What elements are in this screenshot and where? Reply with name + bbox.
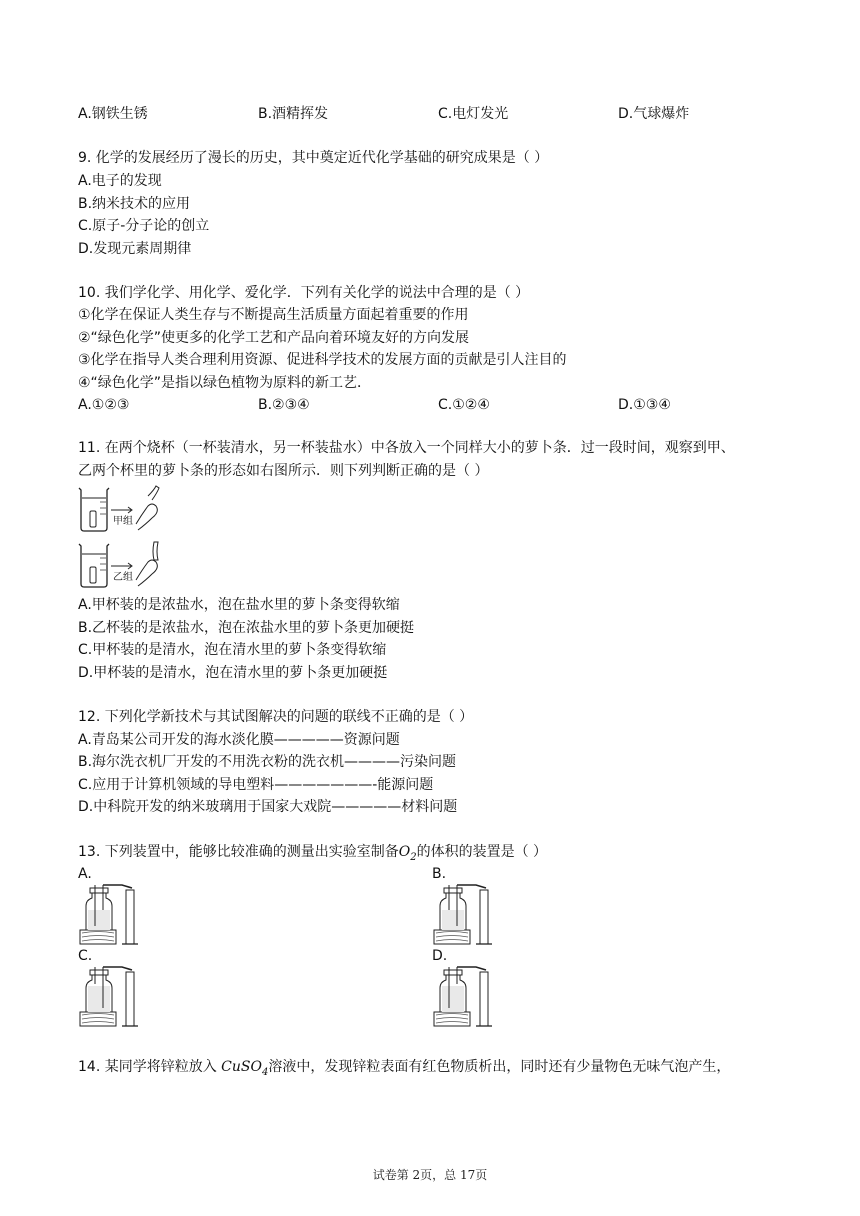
- q11-stem-line1: 11. 在两个烧杯（一杯装清水，另一杯装盐水）中各放入一个同样大小的萝卜条．过一段时间，观察到甲、: [78, 440, 735, 456]
- q13-apparatus-a: [78, 884, 142, 950]
- q13-formula-subscript: 2: [410, 851, 417, 863]
- q11-option-d: D.甲杯装的是清水，泡在清水里的萝卜条更加硬挺: [78, 665, 388, 681]
- q10-option-d: D.①③④: [618, 397, 671, 413]
- q12-option-a: A.青岛某公司开发的海水淡化膜—————资源问题: [78, 732, 400, 748]
- q13-option-d-label: D.: [432, 948, 448, 964]
- q13-formula-symbol: O: [398, 844, 411, 860]
- q9-option-b: B.纳米技术的应用: [78, 196, 191, 212]
- q13-apparatus-d: [432, 966, 496, 1032]
- q10-option-c: C.①②④: [438, 397, 490, 413]
- q12-option-d: D.中科院开发的纳米玻璃用于国家大戏院—————材料问题: [78, 799, 458, 815]
- q13-apparatus-b: [432, 884, 496, 950]
- q13-formula: [398, 844, 417, 863]
- q13-option-b-label: B.: [432, 866, 447, 882]
- q13-apparatus-c: [78, 966, 142, 1032]
- q8-option-b: B.酒精挥发: [258, 106, 329, 122]
- q13-stem: [78, 842, 547, 868]
- q11-figure-group-jia: [76, 484, 166, 534]
- q9-option-a: A.电子的发现: [78, 173, 162, 189]
- q14-stem-before: 14. 某同学将锌粒放入: [78, 1059, 222, 1075]
- q13-option-a-label: A.: [78, 866, 92, 882]
- q9-stem: 9. 化学的发展经历了漫长的历史，其中奠定近代化学基础的研究成果是（ ）: [78, 150, 549, 166]
- q10-statement-4: ④“绿色化学”是指以绿色植物为原料的新工艺．: [78, 375, 372, 391]
- q10-option-b: B.②③④: [258, 397, 310, 413]
- q8-option-c: C.电灯发光: [438, 106, 509, 122]
- q12-stem: 12. 下列化学新技术与其试图解决的问题的联线不正确的是（ ）: [78, 709, 474, 725]
- q12-option-b: B.海尔洗衣机厂开发的不用洗衣粉的洗衣机————污染问题: [78, 754, 457, 770]
- gas-collection-apparatus-c: [78, 966, 142, 1028]
- q11-option-a: A.甲杯装的是浓盐水，泡在盐水里的萝卜条变得软缩: [78, 597, 400, 613]
- q11-option-b: B.乙杯装的是浓盐水，泡在浓盐水里的萝卜条更加硬挺: [78, 620, 415, 636]
- q14-formula: [221, 1059, 269, 1078]
- q10-statement-2: ②“绿色化学”使更多的化学工艺和产品向着环境友好的方向发展: [78, 330, 470, 346]
- q11-label-yi: 乙组: [113, 572, 133, 583]
- gas-collection-apparatus-a: [78, 884, 142, 946]
- q14-stem: [78, 1057, 730, 1083]
- q11-label-jia: 甲组: [113, 516, 133, 527]
- q12-option-c: C.应用于计算机领域的导电塑料———————-能源问题: [78, 777, 434, 793]
- q8-option-a: A.钢铁生锈: [78, 106, 148, 122]
- q14-stem-after: 溶液中，发现锌粒表面有红色物质析出，同时还有少量物色无味气泡产生，: [268, 1059, 731, 1075]
- q10-statement-3: ③化学在指导人类合理利用资源、促进科学技术的发展方面的贡献是引人注目的: [78, 352, 567, 368]
- q10-statement-1: ①化学在保证人类生存与不断提高生活质量方面起着重要的作用: [78, 307, 469, 323]
- q13-stem-before: 13. 下列装置中，能够比较准确的测量出实验室制备: [78, 844, 399, 860]
- gas-collection-apparatus-d: [432, 966, 496, 1028]
- q13-stem-after: 的体积的装置是（ ）: [416, 844, 548, 860]
- q9-option-c: C.原子-分子论的创立: [78, 218, 210, 234]
- gas-collection-apparatus-b: [432, 884, 496, 946]
- q11-stem-line2: 乙两个杯里的萝卜条的形态如右图所示．则下列判断正确的是（ ）: [78, 463, 489, 479]
- q11-figure-group-yi: [76, 540, 166, 590]
- q11-option-c: C.甲杯装的是清水，泡在清水里的萝卜条变得软缩: [78, 642, 387, 658]
- q14-formula-subscript: 4: [261, 1066, 269, 1078]
- q8-option-d: D.气球爆炸: [618, 106, 690, 122]
- q10-option-a: A.①②③: [78, 397, 130, 413]
- q14-formula-symbol: CuSO: [221, 1059, 262, 1075]
- q9-option-d: D.发现元素周期律: [78, 241, 192, 257]
- q10-stem: 10. 我们学化学、用化学、爱化学．下列有关化学的说法中合理的是（ ）: [78, 285, 530, 301]
- q13-option-c-label: C.: [78, 948, 93, 964]
- page-footer: 试卷第 2页，总 17页: [372, 1168, 488, 1182]
